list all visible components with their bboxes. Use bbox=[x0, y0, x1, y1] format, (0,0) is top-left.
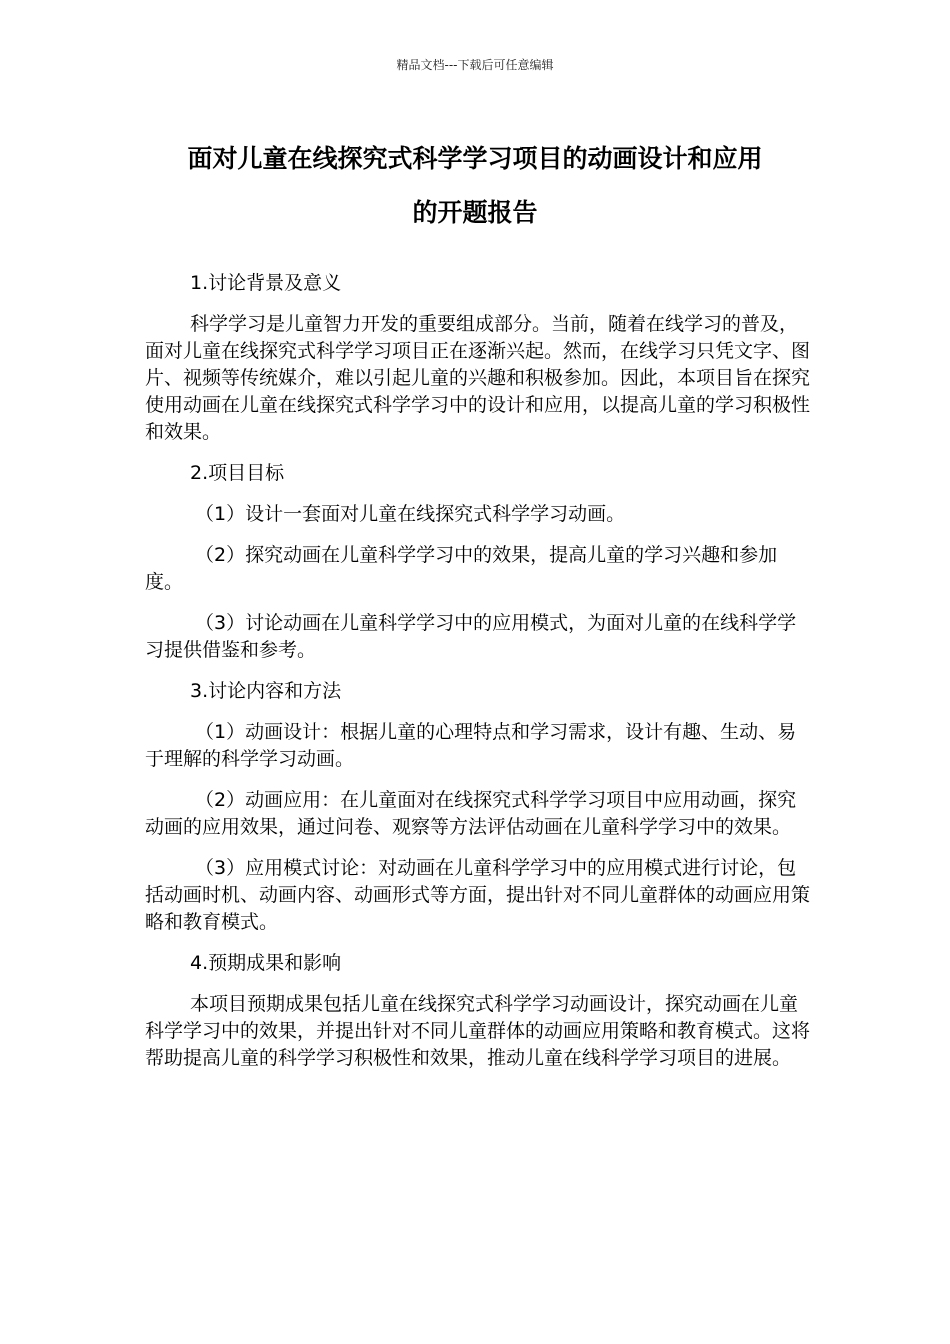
section-heading-background: 1.讨论背景及意义 bbox=[190, 272, 342, 294]
document-title bbox=[140, 132, 810, 240]
section-heading-goals: 2.项目目标 bbox=[190, 462, 285, 484]
goal-item-3: （3）讨论动画在儿童科学学习中的应用模式，为面对儿童的在线科学学习提供借鉴和参考。 bbox=[145, 612, 797, 661]
method-item-3: （3）应用模式讨论：对动画在儿童科学学习中的应用模式进行讨论，包括动画时机、动画内容、动画形式等方面，提出针对不同儿童群体的动画应用策略和教育模式。 bbox=[145, 857, 811, 933]
goal-item-2: （2）探究动画在儿童科学学习中的效果，提高儿童的学习兴趣和参加度。 bbox=[145, 544, 778, 593]
section-heading-methods: 3.讨论内容和方法 bbox=[190, 680, 342, 702]
header-note: 精品文档---下载后可任意编辑 bbox=[396, 58, 554, 72]
method-item-1: （1）动画设计：根据儿童的心理特点和学习需求，设计有趣、生动、易于理解的科学学习动画。 bbox=[145, 721, 797, 770]
section-heading-outcomes: 4.预期成果和影响 bbox=[190, 952, 342, 974]
title-line-2: 的开题报告 bbox=[412, 198, 538, 227]
title-line-1: 面对儿童在线探究式科学学习项目的动画设计和应用 bbox=[187, 144, 763, 173]
method-item-2: （2）动画应用：在儿童面对在线探究式科学学习项目中应用动画，探究动画的应用效果，通过问卷、观察等方法评估动画在儿童科学学习中的效果。 bbox=[145, 789, 797, 838]
document-body bbox=[145, 270, 815, 1086]
background-paragraph: 科学学习是儿童智力开发的重要组成部分。当前，随着在线学习的普及，面对儿童在线探究式科学学习项目正在逐渐兴起。然而，在线学习只凭文字、图片、视频等传统媒介，难以引起儿童的兴趣和积极参加。因此，本项目旨在探究使用动画在儿童在线探究式科学学习中的设计和应用，以提高儿童的学习积极性和效果。 bbox=[145, 313, 811, 443]
goal-item-1: （1）设计一套面对儿童在线探究式科学学习动画。 bbox=[195, 503, 626, 525]
outcomes-paragraph: 本项目预期成果包括儿童在线探究式科学学习动画设计，探究动画在儿童科学学习中的效果，并提出针对不同儿童群体的动画应用策略和教育模式。这将帮助提高儿童的科学学习积极性和效果，推动儿童在线科学学习项目的进展。 bbox=[145, 993, 811, 1069]
